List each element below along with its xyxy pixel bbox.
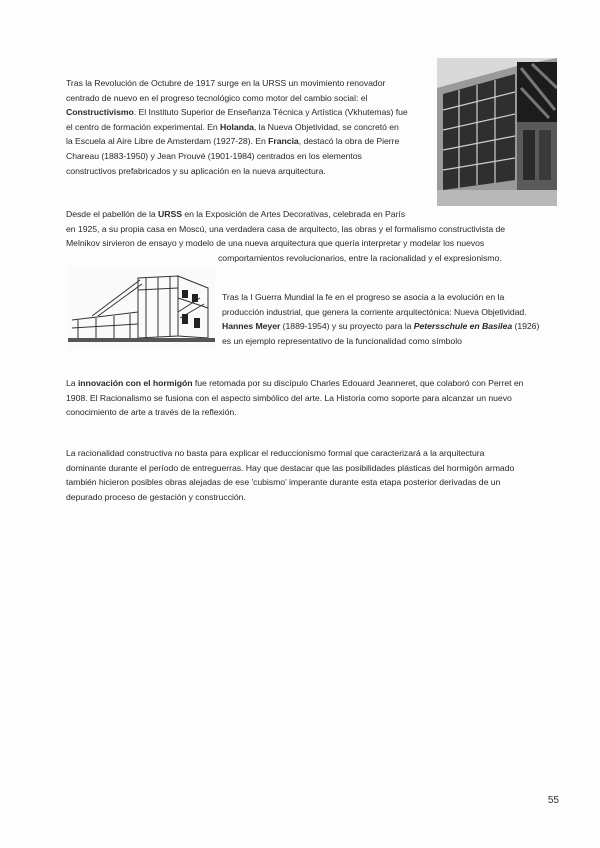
- term-petersschule: Petersschule en Basilea: [413, 321, 513, 332]
- term-hannes-meyer: Hannes Meyer: [222, 321, 281, 332]
- text-line: depurado proceso de gestación y construcción.: [66, 491, 246, 502]
- text-span: la Escuela al Aire Libre de Amsterdam (1927-28). En: [66, 136, 269, 147]
- paragraph-5: [66, 446, 566, 504]
- text-line: conocimiento de arte a través de la reflexión.: [66, 407, 237, 418]
- text-line: también hicieron posibles obras alejadas de ese 'cubismo' imperante durante esta etapa posterior derivadas de un: [66, 477, 501, 488]
- text-span: en la Exposición de Artes Decorativas, celebrada en París: [181, 209, 406, 219]
- text-line: [66, 134, 446, 149]
- text-span: , la Nueva Objetividad, se concretó en: [253, 121, 399, 132]
- text-span: , destacó la obra de Pierre: [298, 136, 400, 147]
- text-line: comportamientos revolucionarios, entre la racionalidad y el expresionismo.: [218, 252, 502, 263]
- paragraph-4: [66, 376, 566, 420]
- text-line: Tras la I Guerra Mundial la fe en el progreso se asocia a la evolución en la: [222, 292, 505, 302]
- term-holanda: Holanda: [219, 121, 254, 132]
- text-line: [66, 207, 566, 222]
- paragraph-1: [66, 76, 446, 178]
- text-span: . El Instituto Superior de Enseñanza Técnica y Artística (Vkhutemas) fue: [133, 107, 408, 118]
- school-drawing: [68, 268, 215, 348]
- paragraph-3: [222, 290, 562, 348]
- text-line: Tras la Revolución de Octubre de 1917 surge en la URSS un movimiento renovador: [66, 78, 386, 88]
- text-span: Desde el pabellón de la: [66, 209, 159, 219]
- text-span: La: [66, 378, 78, 388]
- text-line: Chareau (1883-1950) y Jean Prouvé (1901-1984) centrados en los elementos: [66, 150, 362, 161]
- building-photo-graphic: [437, 58, 557, 206]
- text-line: en 1925, a su propia casa en Moscú, una verdadera casa de arquitecto, las obras y el formalismo constructivista de: [66, 223, 506, 234]
- text-span: (1889-1954) y su proyecto para la: [280, 321, 414, 332]
- text-span: el centro de formación experimental. En: [66, 121, 220, 132]
- term-innovacion-hormigon: innovación con el hormigón: [77, 378, 193, 388]
- paragraph-2: [66, 207, 566, 265]
- text-line: dominante durante el período de entreguerras. Hay que destacar que las posibilidades plásticas del hormigón armado: [66, 462, 515, 473]
- text-line: Melnikov sirvieron de ensayo y modelo de una nueva arquitectura que quería interpretar y modelar los nuevos: [66, 238, 485, 249]
- text-line: es un ejemplo representativo de la funcionalidad como símbolo: [222, 335, 462, 346]
- term-urss: URSS: [158, 209, 182, 219]
- text-line: constructivos prefabricados y su aplicación en la nueva arquitectura.: [66, 165, 326, 176]
- text-line: producción industrial, que genera la corriente arquitectónica: Nueva Objetividad.: [222, 306, 527, 317]
- text-span: (1926): [512, 321, 540, 332]
- page-number: 55: [547, 795, 559, 806]
- text-span: fue retomada por su discípulo Charles Edouard Jeanneret, que colaboró con Perret en: [192, 378, 524, 388]
- text-line: [222, 319, 562, 334]
- building-photo: [437, 58, 557, 206]
- text-line: La racionalidad constructiva no basta para explicar el reduccionismo formal que caracterizará a la arquitectura: [66, 448, 485, 458]
- text-line: 1908. El Racionalismo se fusiona con el aspecto simbólico del arte. La Historia como soporte para alcanzar un nuevo: [66, 392, 512, 403]
- text-line: [66, 120, 446, 135]
- term-francia: Francia: [268, 136, 299, 147]
- term-constructivismo: Constructivismo: [66, 107, 134, 118]
- text-line: [66, 376, 566, 391]
- text-line: [66, 105, 446, 120]
- school-drawing-graphic: [68, 268, 215, 348]
- text-line: centrado de nuevo en el progreso tecnológico como motor del cambio social: el: [66, 92, 368, 103]
